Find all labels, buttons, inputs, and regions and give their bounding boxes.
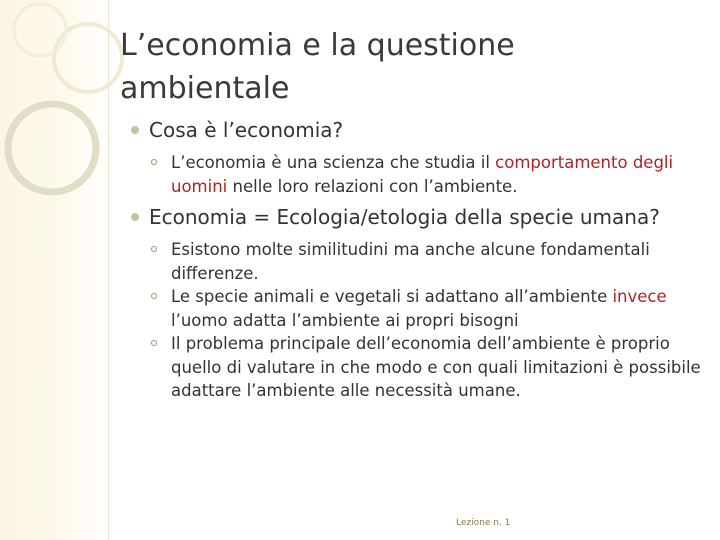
sub-bullet-item — [131, 332, 701, 403]
slide-title-line2: ambientale — [120, 71, 290, 106]
sub-bullet-text: nelle loro relazioni con l’ambiente. — [227, 176, 518, 196]
slide-title — [120, 24, 680, 110]
sub-bullet-text: l’uomo adatta l’ambiente ai propri bisogni — [171, 310, 519, 330]
sub-bullet-text: L’economia è una scienza che studia il — [171, 153, 496, 172]
bullet-item — [131, 117, 701, 143]
slide-footer: Lezione n. 1 — [456, 518, 511, 528]
slide-content — [131, 117, 701, 409]
bullet-dot-icon — [131, 213, 139, 221]
bullet-item — [131, 204, 701, 230]
ring-bullet-icon — [151, 340, 157, 346]
ring-bullet-icon — [151, 246, 157, 252]
highlighted-text: comportamento degli uomini — [171, 153, 674, 196]
ring-bullet-icon — [151, 159, 157, 165]
bullet-text: Economia = Ecologia/etologia della specie umana? — [149, 205, 660, 229]
ring-bullet-icon — [151, 293, 157, 299]
decorative-rings-graphic — [0, 0, 140, 200]
slide-title-line1: L’economia e la questione — [120, 28, 515, 63]
sub-bullet-item — [131, 285, 701, 332]
sub-bullet-item — [131, 238, 701, 285]
bullet-dot-icon — [131, 126, 139, 134]
sub-bullet-item — [131, 151, 701, 198]
highlighted-text: invece — [612, 287, 667, 306]
sub-bullet-text: Il problema principale dell’economia dell’ambiente è proprio quello di valutare in che modo e con quali limitazioni è possibile adattare l’ambiente alle necessità umane. — [171, 334, 701, 400]
sub-bullet-text: Esistono molte similitudini ma anche alcune fondamentali differenze. — [171, 240, 650, 283]
sub-bullet-text: Le specie animali e vegetali si adattano all’ambiente — [171, 287, 613, 306]
bullet-text: Cosa è l’economia? — [149, 118, 344, 142]
sub-bullet-list — [131, 238, 701, 403]
sub-bullet-list — [131, 151, 701, 198]
